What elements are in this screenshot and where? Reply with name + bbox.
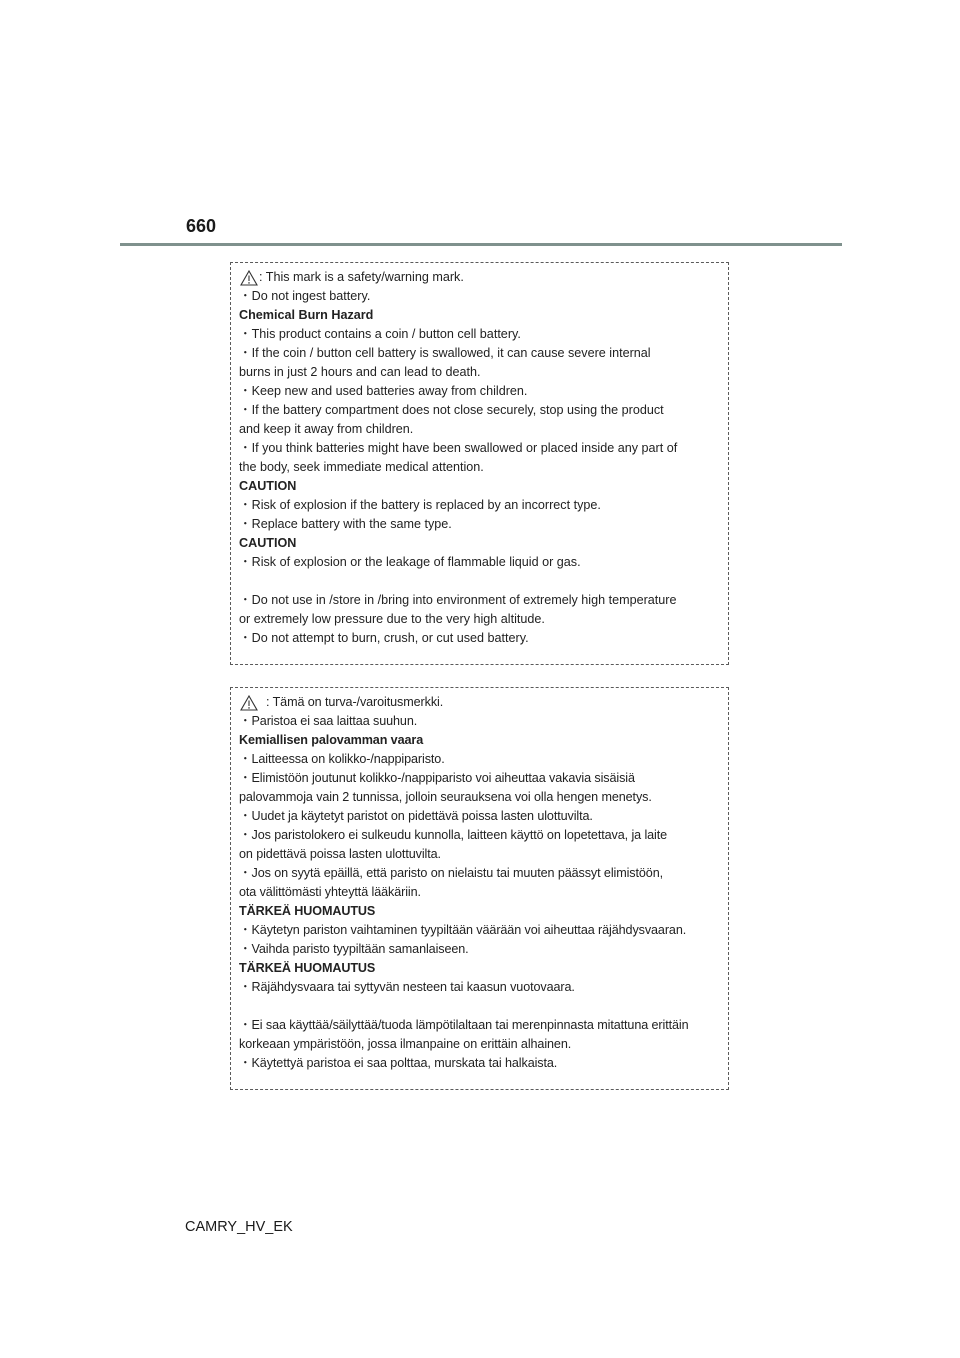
text-line: ・Elimistöön joutunut kolikko-/nappiparisto voi aiheuttaa vakavia sisäisiä	[239, 771, 635, 785]
text-line: ・Ei saa käyttää/säilyttää/tuoda lämpötilaltaan tai merenpinnasta mitattuna erittäin	[239, 1018, 689, 1032]
warning-mark-line	[239, 268, 720, 287]
text-line: burns in just 2 hours and can lead to death.	[239, 365, 481, 379]
text-line: ・Do not attempt to burn, crush, or cut used battery.	[239, 631, 529, 645]
text-line: ・Käytettyä paristoa ei saa polttaa, murskata tai halkaista.	[239, 1056, 558, 1070]
text-line: ・This product contains a coin / button cell battery.	[239, 327, 521, 341]
text-line: ・Vaihda paristo tyypiltään samanlaiseen.	[239, 942, 469, 956]
text-line: ・Risk of explosion if the battery is replaced by an incorrect type.	[239, 498, 601, 512]
text-line: ・Keep new and used batteries away from children.	[239, 384, 528, 398]
finnish-warning-box	[230, 687, 729, 1090]
text-line: ・Uudet ja käytetyt paristot on pidettävä poissa lasten ulottuvilta.	[239, 809, 593, 823]
text-line: palovammoja vain 2 tunnissa, jolloin seurauksena voi olla hengen menetys.	[239, 790, 652, 804]
text-line: ・Jos on syytä epäillä, että paristo on nielaistu tai muuten päässyt elimistöön,	[239, 866, 664, 880]
text-line: ・Jos paristolokero ei sulkeudu kunnolla, laitteen käyttö on lopetettava, ja laite	[239, 828, 668, 842]
warning-mark-text: : This mark is a safety/warning mark.	[259, 270, 464, 284]
warning-mark-text: : Tämä on turva-/varoitusmerkki.	[266, 695, 444, 709]
warning-triangle-icon	[240, 695, 258, 711]
text-line: and keep it away from children.	[239, 422, 414, 436]
text-line: ・If the battery compartment does not close securely, stop using the product	[239, 403, 664, 417]
text-line: ・If you think batteries might have been swallowed or placed inside any part of	[239, 441, 678, 455]
warning-triangle-icon	[240, 270, 258, 286]
text-line: ・Do not ingest battery.	[239, 289, 371, 303]
text-line: ・Laitteessa on kolikko-/nappiparisto.	[239, 752, 445, 766]
section-heading: CAUTION	[239, 479, 297, 493]
section-heading: Kemiallisen palovamman vaara	[239, 733, 424, 747]
section-heading: TÄRKEÄ HUOMAUTUS	[239, 904, 376, 918]
text-line: ・Replace battery with the same type.	[239, 517, 452, 531]
english-lines	[239, 287, 720, 648]
warning-mark-line	[239, 693, 720, 712]
text-line: ota välittömästi yhteyttä lääkäriin.	[239, 885, 421, 899]
text-line: ・Käytetyn pariston vaihtaminen tyypiltään väärään voi aiheuttaa räjähdysvaaran.	[239, 923, 687, 937]
text-line: ・Räjähdysvaara tai syttyvän nesteen tai kaasun vuotovaara.	[239, 980, 575, 994]
text-line: on pidettävä poissa lasten ulottuvilta.	[239, 847, 441, 861]
blank-line	[239, 572, 720, 591]
section-heading: Chemical Burn Hazard	[239, 308, 374, 322]
finnish-lines	[239, 712, 720, 1073]
text-line: the body, seek immediate medical attention.	[239, 460, 484, 474]
text-line: ・Paristoa ei saa laittaa suuhun.	[239, 714, 418, 728]
text-line: or extremely low pressure due to the very high altitude.	[239, 612, 545, 626]
section-heading: CAUTION	[239, 536, 297, 550]
text-line: ・If the coin / button cell battery is swallowed, it can cause severe internal	[239, 346, 651, 360]
text-line: korkeaan ympäristöön, jossa ilmanpaine on erittäin alhainen.	[239, 1037, 572, 1051]
header-divider	[120, 243, 842, 246]
english-warning-box	[230, 262, 729, 665]
blank-line	[239, 997, 720, 1016]
section-heading: TÄRKEÄ HUOMAUTUS	[239, 961, 376, 975]
text-line: ・Do not use in /store in /bring into environment of extremely high temperature	[239, 593, 677, 607]
page-number: 660	[186, 216, 217, 236]
footer-model-code: CAMRY_HV_EK	[185, 1219, 293, 1235]
text-line: ・Risk of explosion or the leakage of flammable liquid or gas.	[239, 555, 581, 569]
